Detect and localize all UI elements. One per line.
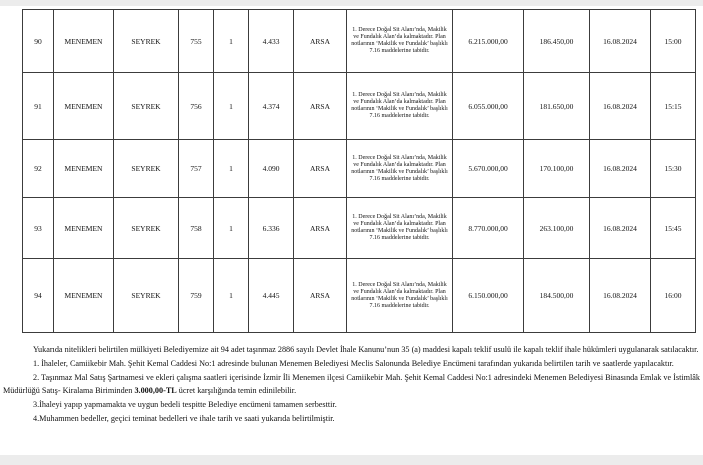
cell-note: 1. Derece Doğal Sit Alanı’nda, Makilik ve Fundalık Alan’da kalmaktadır. Plan notlarının ‘Makilik ve Fundalık’ başlıklı 7.16 maddelerine tabidir. xyxy=(347,259,453,333)
table-row xyxy=(23,140,696,198)
cell-parcel: 1 xyxy=(214,73,249,140)
condition-item-2-tail: ücret karşılığında temin edinilebilir. xyxy=(176,386,297,395)
condition-item-2-text: 2. Taşınmaz Mal Satış Şartnamesi ve ekleri çalışma saatleri içerisinde İzmir İli Menemen ilçesi Camiikebir Mah. Şehit Kemal Caddesi No:1 adresindeki Menemen Belediyesi Binasında Emlak ve İstimlâk Müdürlüğü Satış- Kiralama Biriminden xyxy=(3,373,700,395)
cell-no: 94 xyxy=(23,259,54,333)
cell-district: MENEMEN xyxy=(54,198,114,259)
fee-amount: 3.000,00-TL xyxy=(134,386,177,395)
condition-item-4: 4.Muhammen bedeller, geçici teminat bedelleri ve ihale tarih ve saati yukarıda belirtilmiştir. xyxy=(33,414,335,423)
cell-deposit: 170.100,00 xyxy=(524,140,590,198)
cell-parcel: 1 xyxy=(214,259,249,333)
cell-area: 6.336 xyxy=(249,198,294,259)
cell-neighborhood: SEYREK xyxy=(114,140,179,198)
cell-parcel: 1 xyxy=(214,140,249,198)
cell-no: 92 xyxy=(23,140,54,198)
cell-district: MENEMEN xyxy=(54,10,114,73)
cell-date: 16.08.2024 xyxy=(590,140,651,198)
cell-date: 16.08.2024 xyxy=(590,198,651,259)
cell-area: 4.090 xyxy=(249,140,294,198)
condition-item-3: 3.İhaleyi yapıp yapmamakta ve uygun bedeli tespitte Belediye encümeni tamamen serbesttir. xyxy=(33,400,337,409)
cell-no: 93 xyxy=(23,198,54,259)
cell-price: 5.670.000,00 xyxy=(453,140,524,198)
cell-type: ARSA xyxy=(294,73,347,140)
cell-note: 1. Derece Doğal Sit Alanı’nda, Makilik ve Fundalık Alan’da kalmaktadır. Plan notlarının ‘Makilik ve Fundalık’ başlıklı 7.16 maddelerine tabidir. xyxy=(347,140,453,198)
cell-deposit: 186.450,00 xyxy=(524,10,590,73)
cell-neighborhood: SEYREK xyxy=(114,198,179,259)
cell-district: MENEMEN xyxy=(54,73,114,140)
cell-no: 91 xyxy=(23,73,54,140)
cell-no: 90 xyxy=(23,10,54,73)
cell-date: 16.08.2024 xyxy=(590,259,651,333)
cell-date: 16.08.2024 xyxy=(590,73,651,140)
cell-block: 757 xyxy=(179,140,214,198)
cell-type: ARSA xyxy=(294,10,347,73)
cell-parcel: 1 xyxy=(214,10,249,73)
cell-price: 8.770.000,00 xyxy=(453,198,524,259)
cell-note: 1. Derece Doğal Sit Alanı’nda, Makilik ve Fundalık Alan’da kalmaktadır. Plan notlarının ‘Makilik ve Fundalık’ başlıklı 7.16 maddelerine tabidir. xyxy=(347,198,453,259)
condition-item-1: 1. İhaleler, Camiikebir Mah. Şehit Kemal Caddesi No:1 adresinde bulunan Menemen Belediyesi Meclis Salonunda Belediye Encümeni tarafından yukarıda belirtilen tarih ve saatlerde yapılacaktır. xyxy=(33,359,674,368)
cell-date: 16.08.2024 xyxy=(590,10,651,73)
cell-parcel: 1 xyxy=(214,198,249,259)
cell-time: 15:30 xyxy=(651,140,696,198)
top-margin-strip xyxy=(0,0,703,6)
cell-area: 4.374 xyxy=(249,73,294,140)
conditions-text xyxy=(3,343,700,426)
cell-deposit: 263.100,00 xyxy=(524,198,590,259)
cell-block: 759 xyxy=(179,259,214,333)
cell-time: 15:45 xyxy=(651,198,696,259)
cell-block: 755 xyxy=(179,10,214,73)
cell-block: 756 xyxy=(179,73,214,140)
cell-neighborhood: SEYREK xyxy=(114,73,179,140)
condition-item-2 xyxy=(3,371,700,397)
cell-type: ARSA xyxy=(294,198,347,259)
table-row xyxy=(23,198,696,259)
intro-paragraph: Yukarıda nitelikleri belirtilen mülkiyeti Belediyemize ait 94 adet taşınmaz 2886 sayılı Devlet İhale Kanunu’nun 35 (a) maddesi kapalı teklif usulü ile kapalı teklif ihale hükümleri uygulanarak satılacaktır. xyxy=(33,345,699,354)
bottom-margin-strip xyxy=(0,455,703,465)
cell-price: 6.215.000,00 xyxy=(453,10,524,73)
cell-area: 4.445 xyxy=(249,259,294,333)
cell-type: ARSA xyxy=(294,259,347,333)
cell-neighborhood: SEYREK xyxy=(114,259,179,333)
cell-price: 6.150.000,00 xyxy=(453,259,524,333)
cell-time: 15:00 xyxy=(651,10,696,73)
cell-time: 16:00 xyxy=(651,259,696,333)
cell-note: 1. Derece Doğal Sit Alanı’nda, Makilik ve Fundalık Alan’da kalmaktadır. Plan notlarının ‘Makilik ve Fundalık’ başlıklı 7.16 maddelerine tabidir. xyxy=(347,10,453,73)
cell-price: 6.055.000,00 xyxy=(453,73,524,140)
cell-neighborhood: SEYREK xyxy=(114,10,179,73)
cell-block: 758 xyxy=(179,198,214,259)
table-row xyxy=(23,259,696,333)
cell-area: 4.433 xyxy=(249,10,294,73)
auction-table xyxy=(22,9,696,333)
cell-deposit: 181.650,00 xyxy=(524,73,590,140)
cell-district: MENEMEN xyxy=(54,140,114,198)
cell-time: 15:15 xyxy=(651,73,696,140)
cell-district: MENEMEN xyxy=(54,259,114,333)
cell-note: 1. Derece Doğal Sit Alanı’nda, Makilik ve Fundalık Alan’da kalmaktadır. Plan notlarının ‘Makilik ve Fundalık’ başlıklı 7.16 maddelerine tabidir. xyxy=(347,73,453,140)
cell-type: ARSA xyxy=(294,140,347,198)
table-row xyxy=(23,73,696,140)
cell-deposit: 184.500,00 xyxy=(524,259,590,333)
table-row xyxy=(23,10,696,73)
